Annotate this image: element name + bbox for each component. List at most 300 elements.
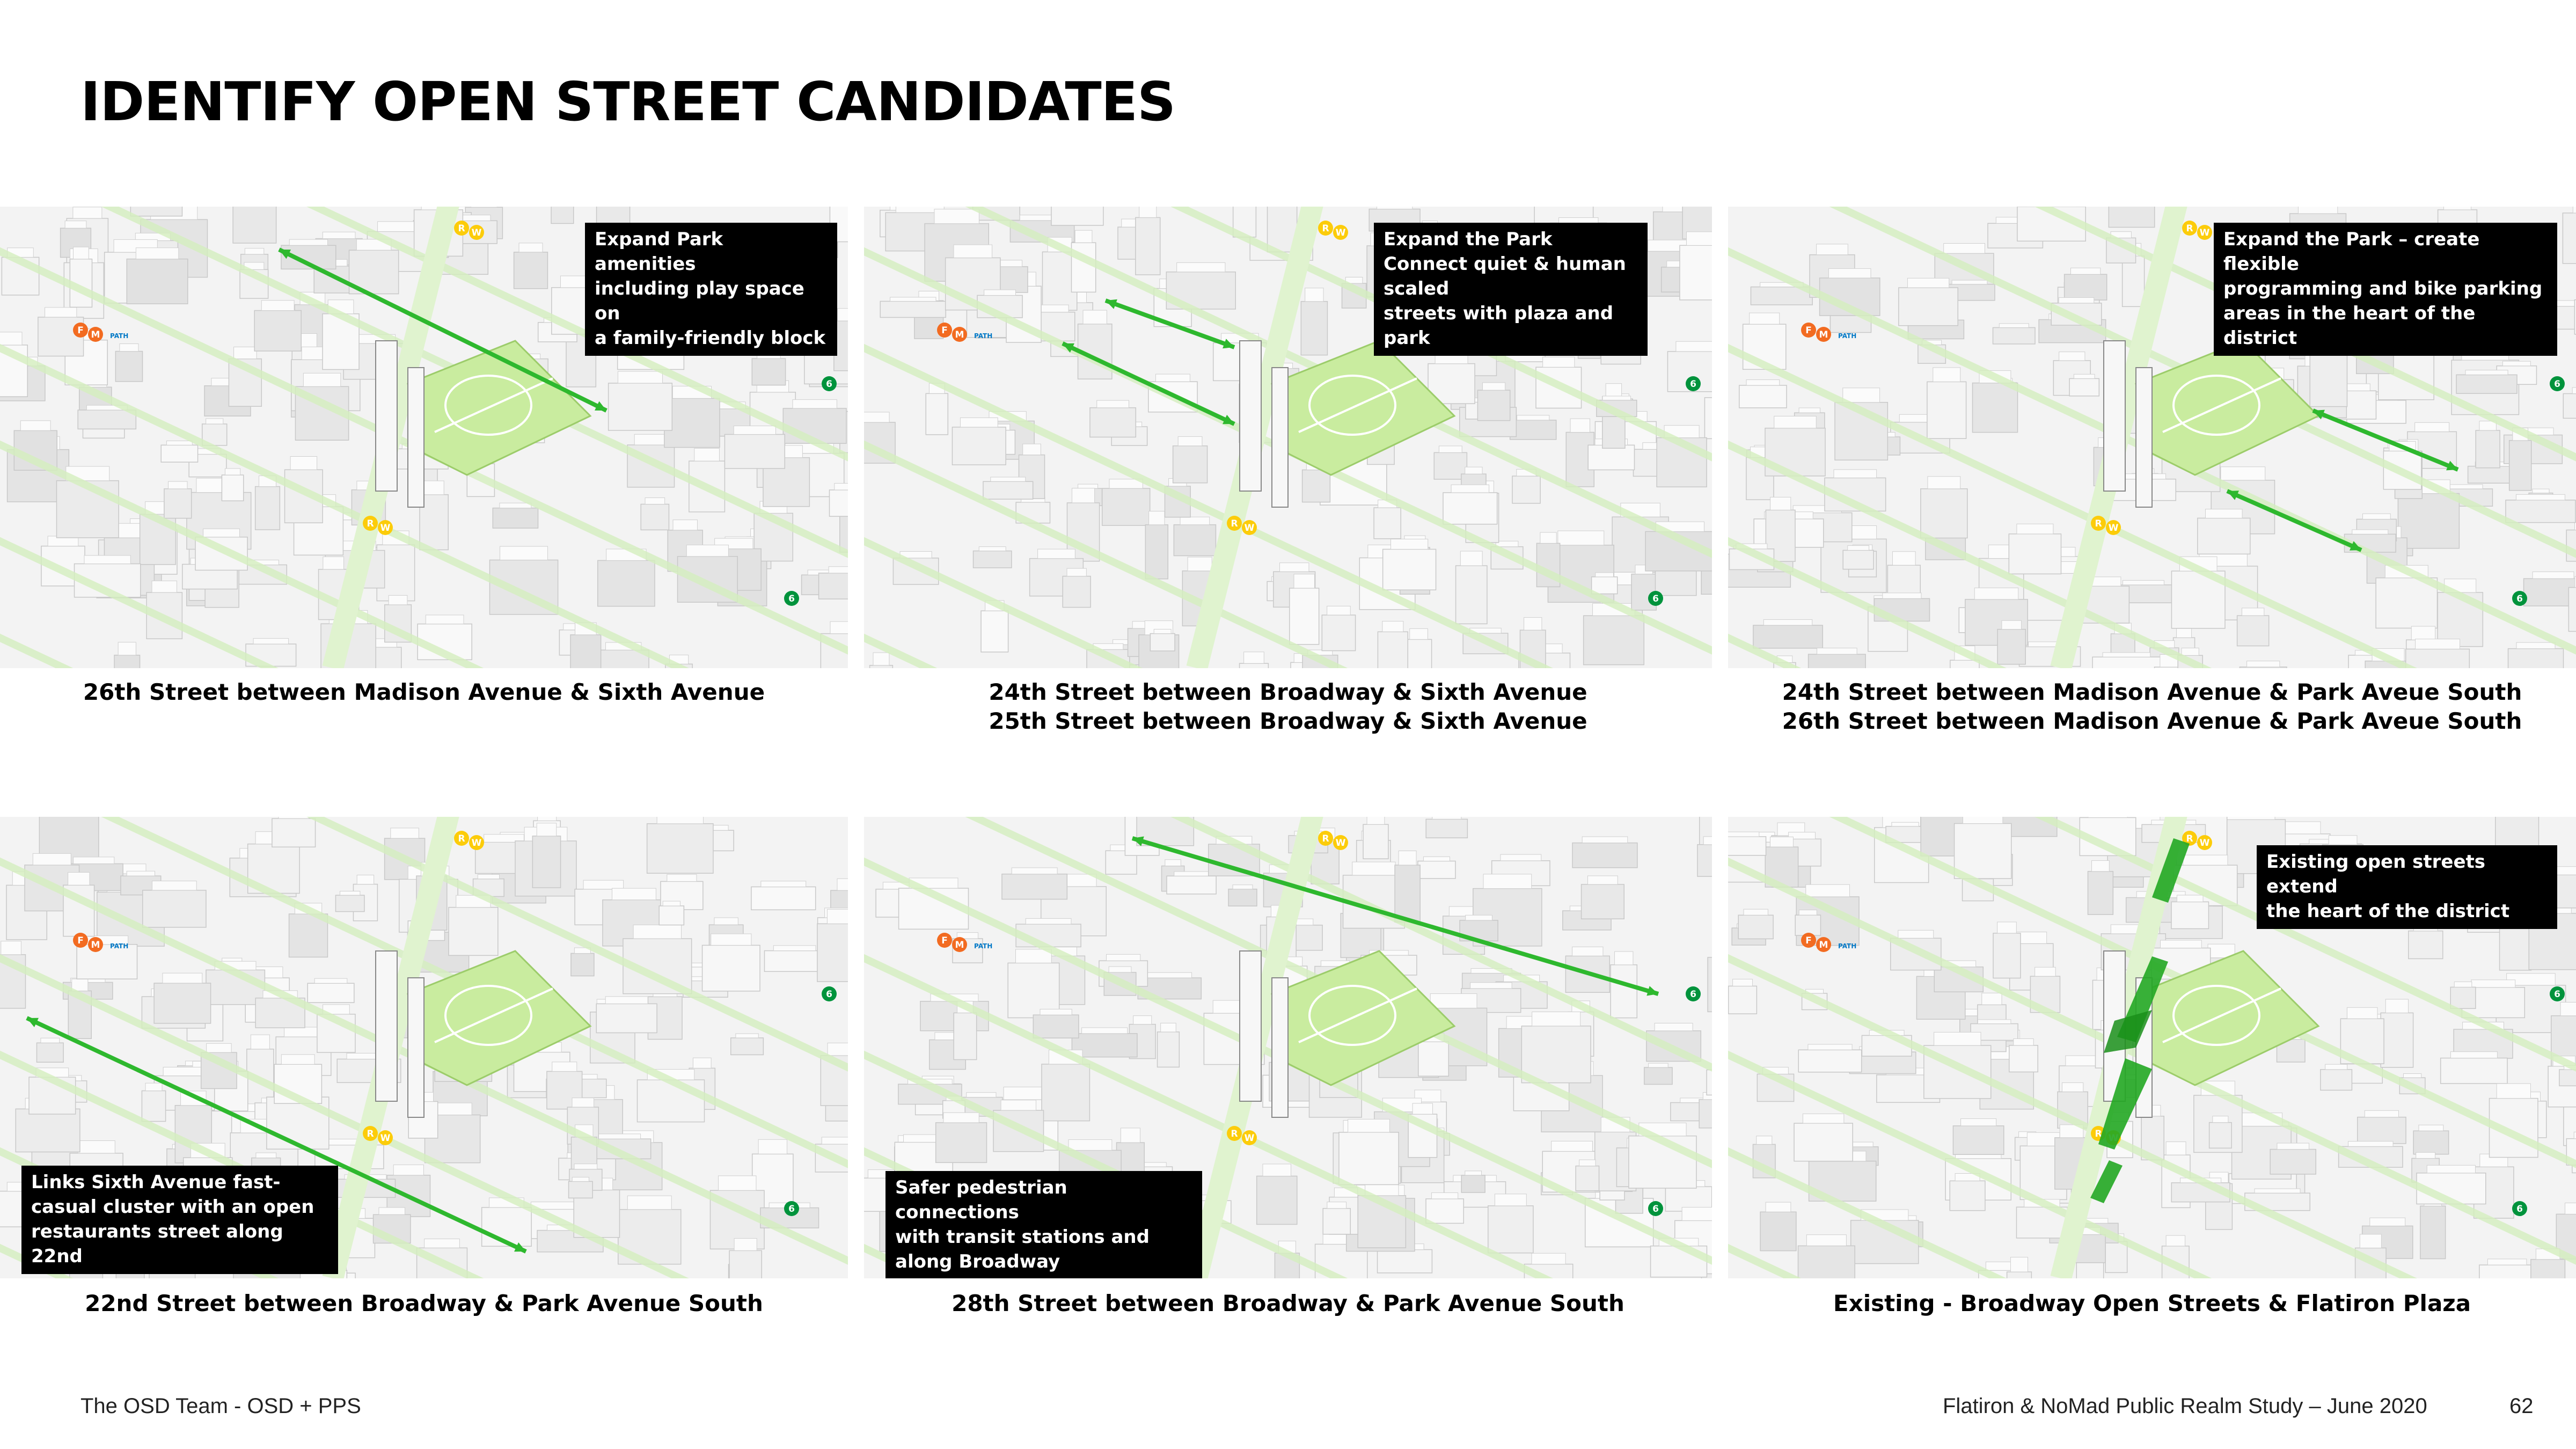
- caption-5: 28th Street between Broadway & Park Avenue South: [952, 1290, 1624, 1316]
- building-roof: [1083, 310, 1107, 324]
- building: [1921, 489, 1967, 538]
- subway-badge-label: F: [941, 935, 948, 946]
- building-roof: [289, 239, 327, 245]
- building-roof: [1892, 822, 1919, 826]
- subway-badge-icon: [1648, 1201, 1663, 1216]
- subway-badge-label: 6: [1652, 594, 1659, 604]
- tower: [1272, 978, 1288, 1117]
- subway-badge-icon: [2512, 1201, 2527, 1216]
- building-roof: [1147, 972, 1192, 978]
- building: [952, 427, 1006, 465]
- subway-badge-label: 6: [788, 1204, 795, 1214]
- building-roof: [1848, 546, 1869, 551]
- building-roof: [686, 545, 728, 556]
- subway-badge-label: 6: [2554, 989, 2560, 1000]
- building: [2007, 1272, 2032, 1278]
- subway-badge-icon: [469, 835, 484, 850]
- building-roof: [45, 308, 77, 317]
- building-roof: [1139, 207, 1157, 217]
- building-roof: [1806, 884, 1850, 897]
- building-roof: [2221, 467, 2265, 480]
- building: [2559, 1070, 2576, 1086]
- building-roof: [1233, 885, 1253, 889]
- building: [2270, 1150, 2316, 1174]
- building-roof: [645, 498, 665, 504]
- building-roof: [1327, 606, 1351, 615]
- building-roof: [934, 209, 979, 224]
- building: [2508, 649, 2564, 668]
- building-roof: [340, 891, 360, 896]
- path-badge-label: PATH: [110, 332, 129, 340]
- building-roof: [1817, 244, 1848, 255]
- subway-badge-icon: [1686, 986, 1701, 1001]
- building-roof: [256, 1153, 276, 1158]
- building: [2409, 931, 2443, 959]
- building: [2563, 393, 2576, 418]
- building-roof: [1432, 1192, 1458, 1198]
- building: [1798, 1246, 1855, 1278]
- building-roof: [1963, 817, 2002, 824]
- subway-badge-label: M: [955, 330, 964, 340]
- subway-badge-label: W: [1244, 523, 1255, 533]
- building-roof: [460, 215, 491, 221]
- building-roof: [552, 1062, 577, 1072]
- building-roof: [2017, 524, 2053, 534]
- building: [1033, 1015, 1079, 1038]
- building: [1443, 493, 1497, 524]
- building: [1997, 630, 2025, 664]
- building: [1301, 302, 1327, 355]
- subway-badge-label: W: [1244, 1133, 1255, 1144]
- building: [532, 836, 560, 888]
- subway-badge-icon: [454, 221, 469, 236]
- building-roof: [2298, 207, 2337, 214]
- building-roof: [835, 484, 848, 490]
- building: [1323, 1209, 1350, 1234]
- building: [2500, 928, 2531, 970]
- subway-badge-icon: [2182, 221, 2197, 236]
- building: [254, 311, 301, 352]
- building: [335, 895, 364, 911]
- building-roof: [1552, 1141, 1593, 1151]
- building: [1704, 398, 1712, 439]
- building-roof: [290, 457, 317, 470]
- building-roof: [1982, 993, 2002, 1005]
- building: [1794, 1123, 1853, 1161]
- building-roof: [873, 653, 889, 665]
- building-roof: [1907, 278, 1949, 288]
- subway-badge-icon: [1648, 591, 1663, 606]
- building: [1461, 1175, 1485, 1192]
- subway-badge-label: M: [91, 330, 100, 340]
- building-roof: [1703, 837, 1712, 845]
- subway-badge-icon: [1318, 831, 1333, 846]
- building: [2237, 616, 2269, 646]
- building-roof: [2411, 626, 2435, 640]
- subway-badge-label: W: [2108, 523, 2119, 533]
- building-roof: [2419, 1125, 2443, 1131]
- building-roof: [1843, 388, 1880, 402]
- building: [1512, 476, 1540, 503]
- building-roof: [1040, 305, 1069, 312]
- map-panel-3: [1728, 207, 2576, 668]
- building-roof: [425, 1239, 460, 1248]
- building-roof: [433, 1103, 472, 1115]
- building-roof: [574, 1164, 597, 1169]
- building-roof: [2444, 207, 2471, 210]
- subway-badge-label: 6: [1652, 1204, 1659, 1214]
- building-roof: [391, 828, 419, 838]
- building-roof: [1327, 1202, 1346, 1209]
- building: [870, 665, 893, 668]
- building-roof: [1107, 954, 1140, 961]
- subway-badge-label: W: [471, 838, 482, 848]
- building: [641, 504, 669, 530]
- building-roof: [1, 941, 21, 955]
- building: [2524, 579, 2576, 606]
- subway-badge-label: F: [77, 935, 84, 946]
- building: [974, 551, 1012, 568]
- subway-badge-icon: [1801, 933, 1816, 948]
- building: [2171, 902, 2208, 928]
- building: [1418, 1042, 1448, 1076]
- building-roof: [618, 371, 662, 383]
- building-roof: [1023, 444, 1041, 455]
- building-roof: [1532, 1012, 1580, 1026]
- building-roof: [2465, 370, 2508, 375]
- caption-4: 22nd Street between Broadway & Park Avenue South: [85, 1290, 763, 1316]
- building-roof: [1582, 837, 1628, 843]
- building-roof: [2516, 494, 2565, 500]
- building: [1395, 865, 1420, 922]
- building: [2105, 1241, 2127, 1272]
- building-roof: [1432, 817, 1461, 819]
- building: [1302, 470, 1330, 502]
- building-roof: [1040, 1009, 1072, 1015]
- building-roof: [2416, 1152, 2435, 1158]
- tower: [1240, 951, 1261, 1101]
- building-roof: [711, 934, 751, 945]
- building: [765, 951, 825, 972]
- building-roof: [1263, 1164, 1291, 1176]
- building: [2065, 274, 2107, 300]
- building-roof: [1352, 862, 1395, 875]
- building-roof: [673, 520, 697, 530]
- building-roof: [1178, 437, 1202, 446]
- subway-badge-label: R: [2095, 1129, 2102, 1139]
- building-roof: [1588, 876, 1618, 884]
- building: [1051, 207, 1103, 225]
- building: [596, 1004, 657, 1033]
- subway-badge-icon: [378, 1130, 393, 1145]
- building: [2406, 649, 2470, 668]
- building-roof: [169, 481, 188, 489]
- building: [2109, 207, 2154, 228]
- building-roof: [1495, 1194, 1526, 1206]
- building-roof: [1496, 541, 1518, 546]
- building-roof: [2415, 422, 2449, 431]
- building-roof: [1161, 1023, 1176, 1031]
- building-roof: [1367, 817, 1385, 824]
- building-roof: [719, 1176, 756, 1190]
- tower: [408, 368, 424, 507]
- subway-badge-icon: [1242, 520, 1257, 535]
- arrow-head: [1106, 299, 1117, 309]
- building-roof: [1460, 551, 1482, 566]
- building-roof: [734, 426, 775, 435]
- callout-3: Expand the Park – create flexible programming and bike parking areas in the heart of the district: [2214, 223, 2557, 356]
- building-roof: [1038, 549, 1075, 558]
- building: [2413, 1131, 2449, 1154]
- building: [2209, 1123, 2232, 1148]
- building-roof: [694, 448, 720, 461]
- building-roof: [1744, 909, 1768, 915]
- building-roof: [1165, 860, 1181, 866]
- building-roof: [1757, 1136, 1772, 1145]
- building-roof: [984, 290, 1016, 295]
- building-roof: [2059, 297, 2094, 303]
- building: [1456, 566, 1487, 624]
- building-roof: [2516, 642, 2555, 648]
- building-roof: [389, 595, 407, 604]
- subway-badge-label: 6: [1690, 379, 1696, 390]
- building-roof: [1803, 1114, 1843, 1123]
- building-roof: [1676, 341, 1712, 352]
- building-roof: [633, 925, 681, 939]
- subway-badge-label: F: [77, 325, 84, 336]
- tower: [1272, 368, 1288, 507]
- building: [1953, 1126, 2003, 1154]
- building-roof: [1177, 262, 1225, 272]
- building-roof: [225, 469, 240, 475]
- building-roof: [1517, 415, 1549, 420]
- building-roof: [1543, 357, 1575, 367]
- building-roof: [1686, 232, 1712, 245]
- building-roof: [207, 1043, 231, 1052]
- building-roof: [1180, 517, 1210, 524]
- footer-right: Flatiron & NoMad Public Realm Study – June 2020: [1943, 1394, 2427, 1418]
- building-roof: [1606, 384, 1621, 397]
- building: [731, 1038, 764, 1055]
- building-roof: [1944, 243, 1985, 253]
- subway-badge-icon: [73, 323, 88, 338]
- building-roof: [1649, 1063, 1668, 1067]
- building: [926, 393, 948, 435]
- building-roof: [323, 557, 344, 569]
- building-roof: [1439, 446, 1462, 452]
- building-roof: [2385, 999, 2408, 1013]
- building: [2441, 1058, 2507, 1084]
- building: [2450, 987, 2476, 1008]
- building-roof: [118, 642, 136, 655]
- building: [114, 655, 140, 668]
- subway-badge-label: R: [2186, 223, 2193, 234]
- building-roof: [1294, 574, 1314, 588]
- subway-badge-label: W: [380, 1133, 391, 1144]
- tower: [2104, 341, 2125, 491]
- subway-badge-icon: [952, 937, 967, 952]
- subway-badge-icon: [822, 986, 837, 1001]
- building: [2563, 213, 2576, 264]
- building: [1510, 420, 1556, 440]
- building: [569, 1181, 593, 1198]
- path-badge-label: PATH: [974, 332, 993, 340]
- subway-badge-icon: [784, 1201, 799, 1216]
- caption-2: 24th Street between Broadway & Sixth Avenue 25th Street between Broadway & Sixth Avenue: [989, 679, 1587, 734]
- building-roof: [960, 418, 998, 427]
- building: [2009, 534, 2061, 574]
- building: [1426, 819, 1467, 838]
- building-roof: [424, 481, 444, 495]
- building: [1339, 1132, 1399, 1185]
- building-roof: [830, 621, 848, 633]
- building-roof: [253, 639, 289, 644]
- building-roof: [41, 1038, 60, 1043]
- building-roof: [2347, 1007, 2377, 1019]
- building-roof: [773, 946, 816, 951]
- building-roof: [2247, 661, 2280, 667]
- building: [514, 252, 548, 289]
- building: [1257, 1176, 1297, 1224]
- building: [272, 818, 316, 847]
- building: [308, 983, 354, 1002]
- subway-badge-label: R: [1231, 1129, 1238, 1139]
- building-roof: [519, 243, 543, 252]
- building-roof: [2370, 1218, 2405, 1226]
- building: [1488, 1206, 1533, 1253]
- subway-badge-label: R: [2095, 518, 2102, 529]
- callout-5: Safer pedestrian connections with transit stations and along Broadway: [885, 1171, 1202, 1278]
- building: [1406, 639, 1432, 668]
- subway-badge-icon: [1227, 1126, 1242, 1141]
- building: [664, 398, 720, 447]
- building: [2476, 430, 2500, 468]
- building: [2123, 256, 2145, 306]
- building-roof: [1997, 922, 2017, 933]
- tower: [376, 951, 397, 1101]
- building: [983, 481, 1033, 499]
- building-roof: [1012, 868, 1057, 874]
- building: [2321, 1070, 2352, 1091]
- building: [1150, 634, 1175, 651]
- building-roof: [1934, 1032, 1981, 1045]
- building-roof: [2560, 1002, 2576, 1016]
- building-roof: [1532, 1253, 1565, 1264]
- tower: [2136, 368, 2152, 507]
- building-roof: [2362, 514, 2390, 519]
- building: [16, 1109, 80, 1152]
- building-roof: [1072, 488, 1095, 503]
- building-roof: [1579, 1160, 1596, 1166]
- building-roof: [1348, 1119, 1390, 1132]
- building-roof: [2329, 836, 2357, 845]
- page-number: 62: [2509, 1394, 2534, 1418]
- subway-badge-icon: [2550, 986, 2565, 1001]
- building-roof: [2070, 268, 2100, 274]
- callout-2: Expand the Park Connect quiet & human scaled streets with plaza and park: [1374, 223, 1648, 356]
- building-roof: [1156, 374, 1190, 382]
- building-roof: [1999, 324, 2029, 328]
- tower: [408, 978, 424, 1117]
- building-roof: [838, 309, 848, 321]
- subway-badge-label: 6: [2516, 594, 2523, 604]
- subway-badge-icon: [1318, 221, 1333, 236]
- subway-badge-label: 6: [826, 379, 832, 390]
- building: [751, 887, 816, 910]
- subway-badge-label: M: [1819, 940, 1828, 950]
- building-roof: [1067, 568, 1086, 576]
- building-roof: [593, 1134, 641, 1139]
- subway-badge-label: 6: [2516, 1204, 2523, 1214]
- tower: [1240, 341, 1261, 491]
- building-roof: [136, 248, 178, 259]
- building-roof: [33, 853, 71, 865]
- building-roof: [1766, 1202, 1791, 1212]
- building-roof: [84, 555, 130, 564]
- subway-badge-label: R: [367, 1129, 374, 1139]
- building-roof: [1570, 419, 1590, 432]
- building: [2479, 1265, 2535, 1278]
- building-roof: [1806, 1235, 1846, 1246]
- building-roof: [2416, 639, 2460, 649]
- building: [493, 508, 538, 528]
- building: [1708, 957, 1712, 1012]
- building-roof: [127, 871, 155, 876]
- subway-badge-label: M: [91, 940, 100, 950]
- building-roof: [538, 817, 557, 821]
- building-roof: [2014, 1039, 2033, 1045]
- building-roof: [1572, 947, 1603, 956]
- building: [1063, 576, 1091, 608]
- building-roof: [2035, 967, 2056, 976]
- subway-badge-icon: [73, 933, 88, 948]
- building-roof: [2427, 1165, 2475, 1173]
- building-roof: [2205, 509, 2242, 518]
- building: [2358, 1117, 2406, 1144]
- building-roof: [314, 978, 347, 983]
- building-roof: [1750, 313, 1780, 324]
- building-roof: [1828, 268, 1871, 278]
- building-roof: [78, 1140, 115, 1153]
- building-roof: [152, 581, 177, 592]
- building: [2310, 351, 2347, 406]
- building: [1798, 1050, 1861, 1072]
- building-roof: [1470, 983, 1512, 989]
- subway-badge-label: F: [1805, 325, 1812, 336]
- building-roof: [245, 248, 264, 254]
- subway-badge-label: R: [367, 518, 374, 529]
- building-roof: [74, 857, 114, 864]
- building-roof: [323, 232, 355, 238]
- building-roof: [1933, 368, 1960, 382]
- building: [1927, 382, 1966, 438]
- building-roof: [261, 301, 294, 311]
- building-roof: [2277, 1143, 2309, 1150]
- building-roof: [829, 567, 848, 573]
- building: [2069, 378, 2099, 396]
- building: [142, 1091, 165, 1121]
- building: [1809, 654, 1866, 668]
- building-roof: [1465, 1171, 1482, 1175]
- building: [1572, 843, 1637, 868]
- building: [1950, 1181, 1985, 1210]
- building-roof: [1133, 1016, 1152, 1024]
- subway-badge-icon: [1227, 516, 1242, 531]
- building-roof: [152, 881, 196, 890]
- map-panel-6: [1728, 817, 2576, 1278]
- building-roof: [1799, 910, 1817, 915]
- building-roof: [1799, 408, 1820, 413]
